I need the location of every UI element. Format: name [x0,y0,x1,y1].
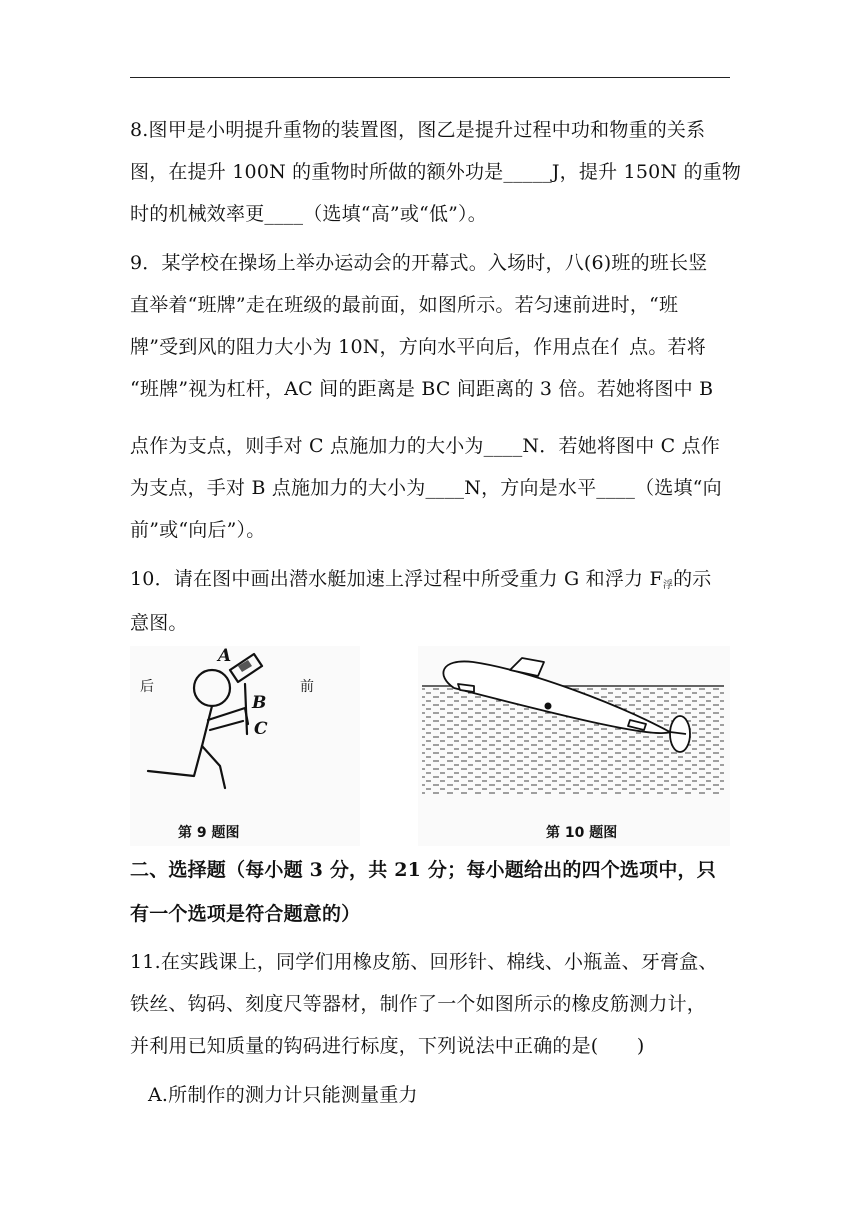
header-rule [130,77,730,78]
q10-line-2: 意图。 [130,612,188,634]
q9-line-1: 9．某学校在操场上举办运动会的开幕式。入场时，八(6)班的班长竖 [130,252,708,274]
q10-text: 10．请在图中画出潜水艇加速上浮过程中所受重力 G 和浮力 F [130,568,663,590]
q11-line-1: 11.在实践课上，同学们用橡皮筋、回形针、棉线、小瓶盖、牙膏盒、 [130,951,718,973]
figure-9 [130,646,360,846]
q8-line-2: 图，在提升 100N 的重物时所做的额外功是_____J，提升 150N 的重物 [130,161,742,183]
figure-10 [418,646,730,846]
q11-option-a: A.所制作的测力计只能测量重力 [148,1084,418,1106]
front-label: 前 [300,679,314,695]
q9-line-3: 牌”受到风的阻力大小为 10N，方向水平向后，作用点在亻点。若将 [130,336,706,358]
q10-text-end: 的示 [673,568,712,590]
figure-10-drawing [418,646,730,846]
figure-10-caption: 第 10 题图 [546,825,618,841]
student-head [194,670,230,706]
q11-line-2: 铁丝、钩码、刻度尺等器材，制作了一个如图所示的橡皮筋测力计， [130,993,707,1015]
q8-line-1: 8.图甲是小明提升重物的装置图，图乙是提升过程中功和物重的关系 [130,119,706,141]
q9-line-7: 前”或“向后”）。 [130,519,266,541]
buoyancy-subscript: 浮 [662,580,674,591]
q9-line-2: 直举着“班牌”走在班级的最前面，如图所示。若匀速前进时，“班 [130,294,679,316]
q9-line-4: “班牌”视为杠杆，AC 间的距离是 BC 间距离的 3 倍。若她将图中 B [130,378,714,400]
q9-line-5: 点作为支点，则手对 C 点施加力的大小为____N．若她将图中 C 点作 [130,435,721,457]
figure-9-caption: 第 9 题图 [178,825,240,841]
student-lower-arm [210,721,243,730]
q11-line-3: 并利用已知质量的钩码进行标度，下列说法中正确的是( ) [130,1035,645,1057]
q10-line-1 [130,570,711,591]
back-label: 后 [140,679,154,695]
center-of-mass-dot [545,703,552,710]
point-b-label: B [252,693,267,713]
submarine-fin-front [458,684,474,692]
student-back-leg [148,706,212,776]
student-front-leg [202,746,225,788]
point-c-label: C [254,719,268,739]
q9-line-6: 为支点，手对 B 点施加力的大小为____N，方向是水平____（选填“向 [130,477,722,499]
point-a-label: A [218,646,232,666]
figure-9-drawing [130,646,360,846]
section-2-heading-2: 有一个选项是符合题意的） [130,903,361,925]
q8-line-3: 时的机械效率更____（选填“高”或“低”）。 [130,203,487,225]
sign-pole [245,684,247,734]
section-2-heading-1: 二、选择题（每小题 3 分，共 21 分；每小题给出的四个选项中，只 [130,859,716,881]
sign-mark [238,660,252,672]
